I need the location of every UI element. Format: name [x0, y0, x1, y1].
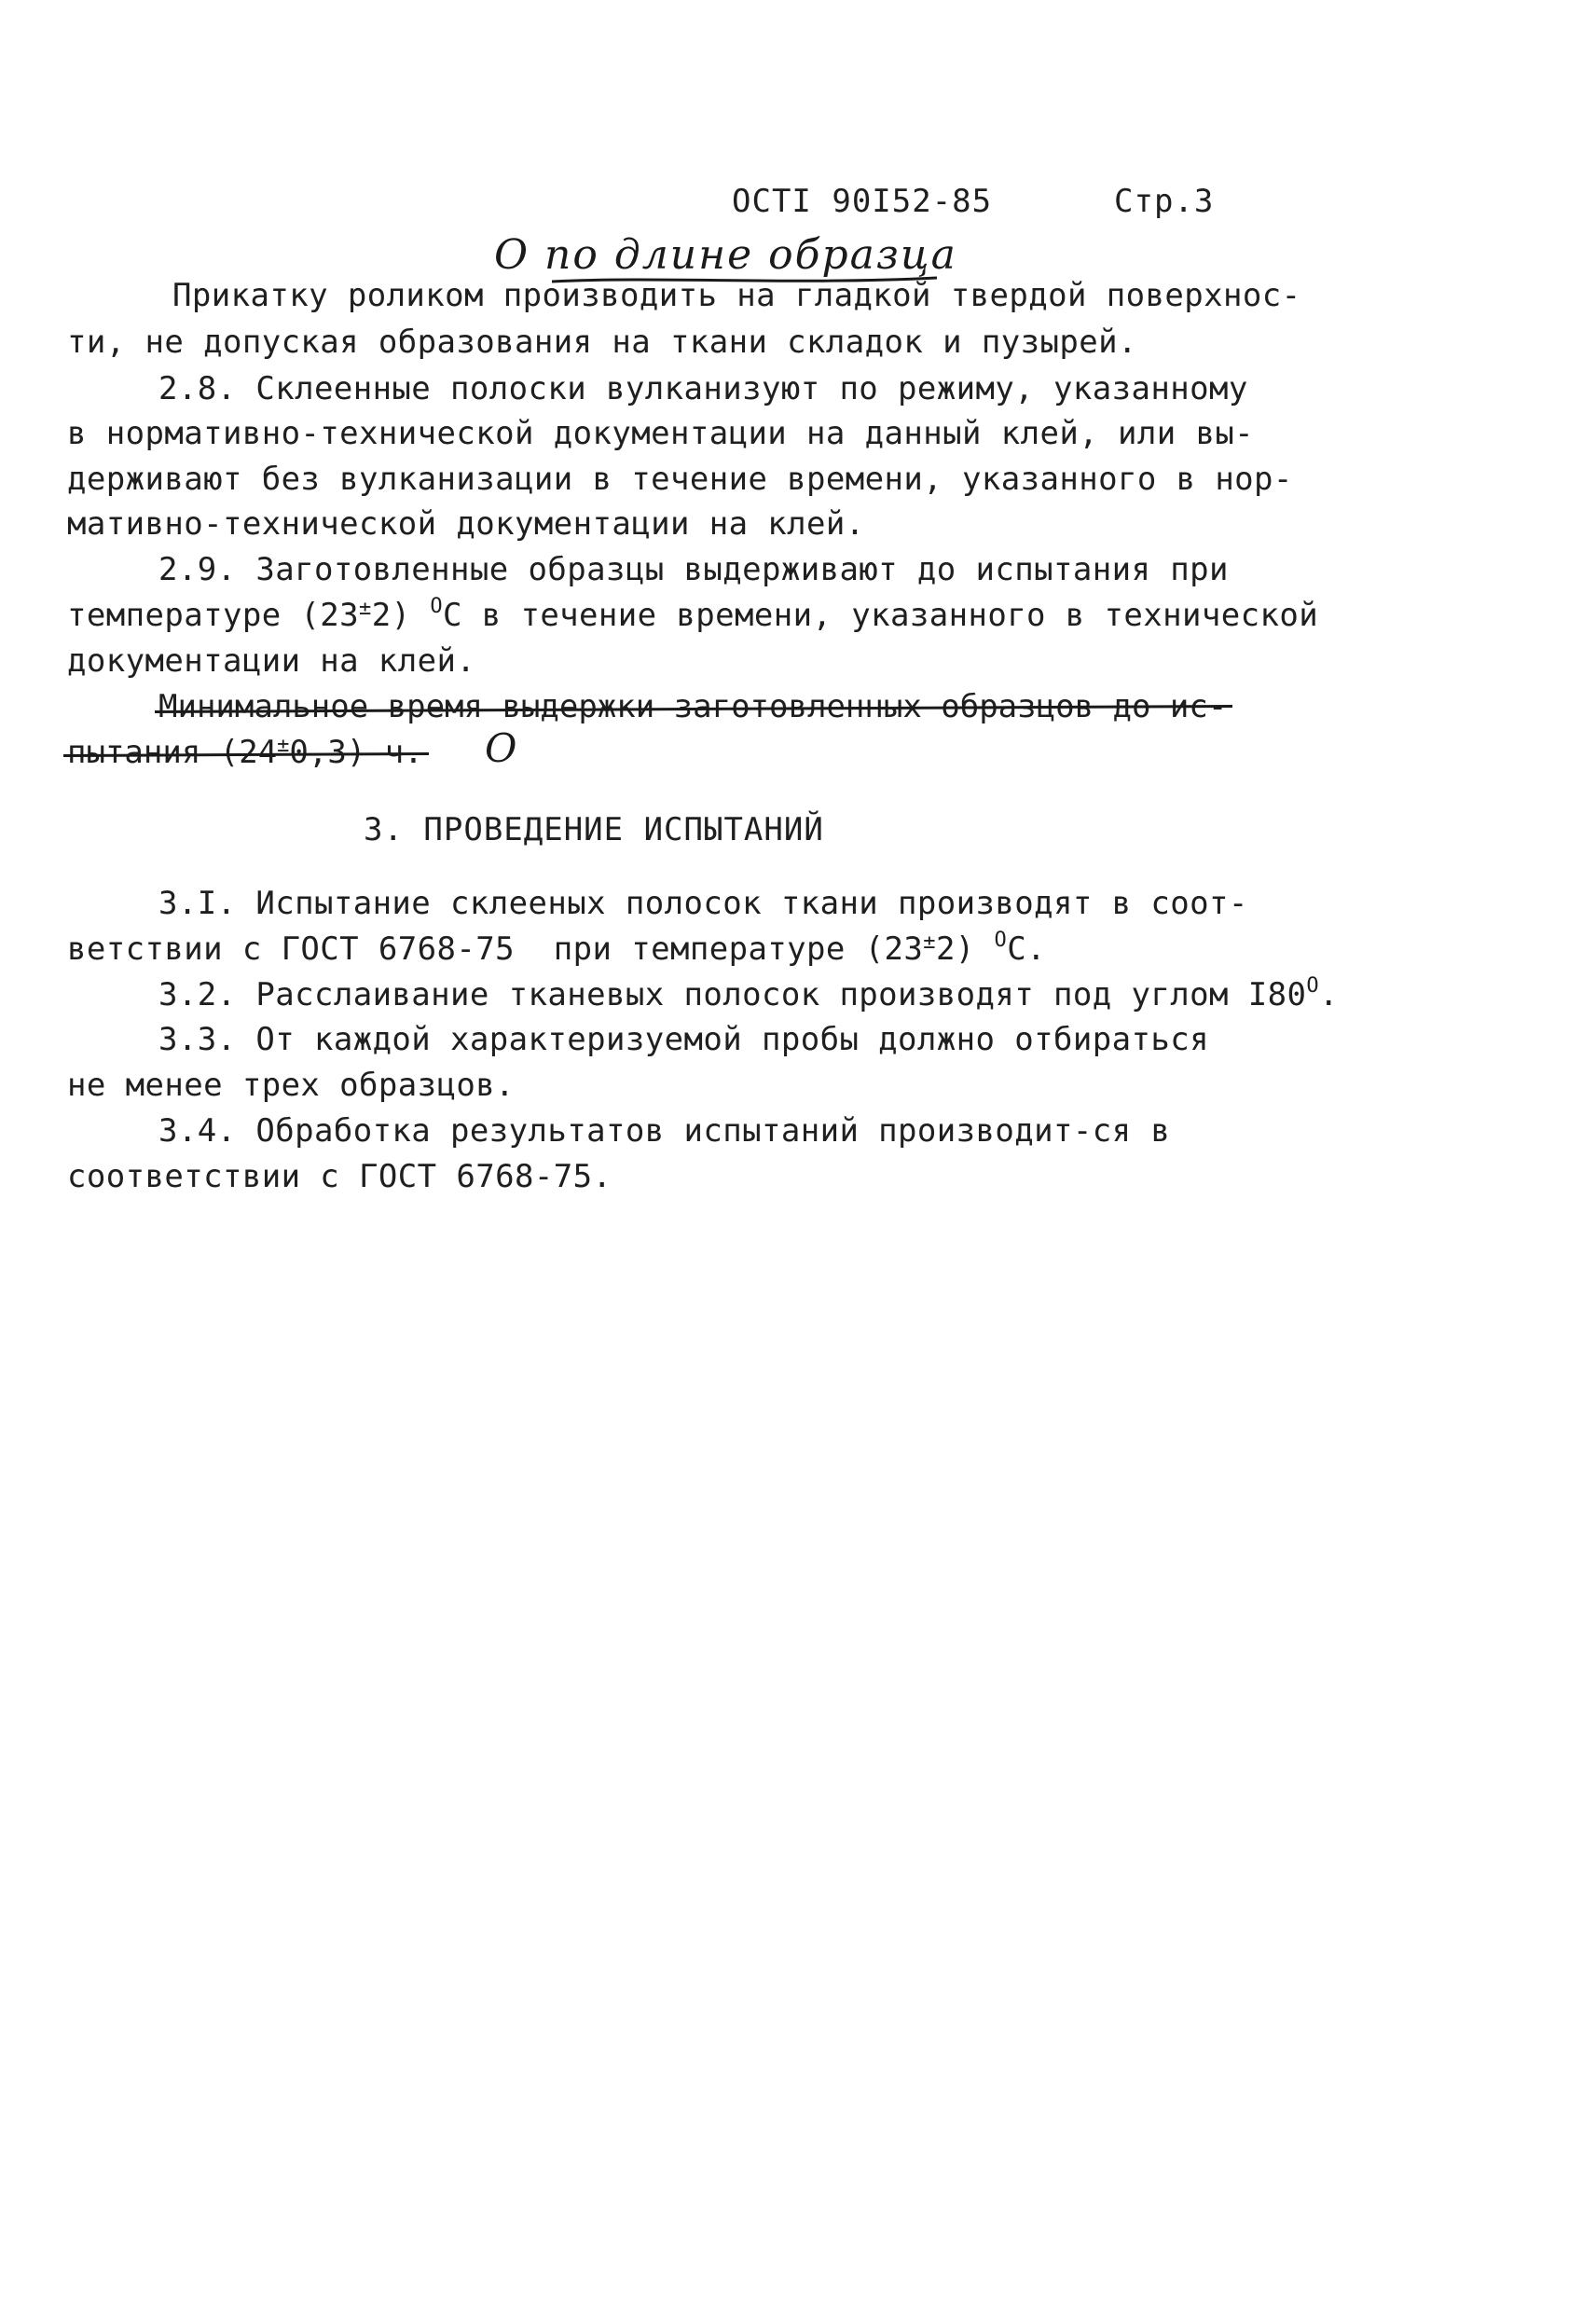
section-3-heading: 3. ПРОВЕДЕНИЕ ИСПЫТАНИЙ [364, 811, 824, 848]
para-roll-line-2: ти, не допуская образования на ткани складок и пузырей. [67, 324, 1137, 361]
para-roll-line-1: Прикатку роликом производить на гладкой твердой поверхнос- [172, 277, 1301, 314]
paragraph-3-1-line-1: 3.I. Испытание склееных полосок ткани производят в соот- [158, 885, 1248, 922]
paragraph-2-8-line-2: в нормативно-технической документации на данный клей, или вы- [67, 415, 1255, 452]
paragraph-3-1-line-2: ветствии с ГОСТ 6768-75 при температуре (23±2) $^О$С. [67, 929, 1046, 968]
paragraph-2-9-line-2: температуре (23±2) $^О$С в течение времени, указанного в технической [67, 595, 1319, 634]
paragraph-2-8-line-3: держивают без вулканизации в течение времени, указанного в нор- [67, 461, 1293, 498]
struck-line-1: Минимальное время выдержки заготовленных образцов до ис- [158, 688, 1228, 725]
document-code: ОСТI 90I52-85 [732, 183, 993, 220]
handwritten-note: О по длине образца [494, 231, 957, 279]
paragraph-3-2: 3.2. Расслаивание тканевых полосок производят под углом $I80^О$. [158, 974, 1339, 1013]
paragraph-3-3-line-2: не менее трех образцов. [67, 1067, 516, 1104]
paragraph-2-9-line-3: документации на клей. [67, 642, 476, 680]
paragraph-2-9-line-1: 2.9. Заготовленные образцы выдерживают до испытания при [158, 551, 1229, 588]
handwritten-mark: О [485, 725, 517, 771]
page-number: Стр.3 [1114, 183, 1215, 220]
paragraph-3-4-line-2: соответствии с ГОСТ 6768-75. [67, 1158, 612, 1195]
paragraph-2-8-line-1: 2.8. Склеенные полоски вулканизуют по режиму, указанному [158, 370, 1248, 407]
paragraph-2-8-line-4: мативно-технической документации на клей. [67, 505, 865, 543]
struck-line-2: пытания (24±0,3) ч. [67, 734, 423, 771]
paragraph-3-4-line-1: 3.4. Обработка результатов испытаний производит-ся в [158, 1112, 1171, 1150]
paragraph-3-3-line-1: 3.3. От каждой характеризуемой пробы должно отбираться [158, 1021, 1209, 1058]
